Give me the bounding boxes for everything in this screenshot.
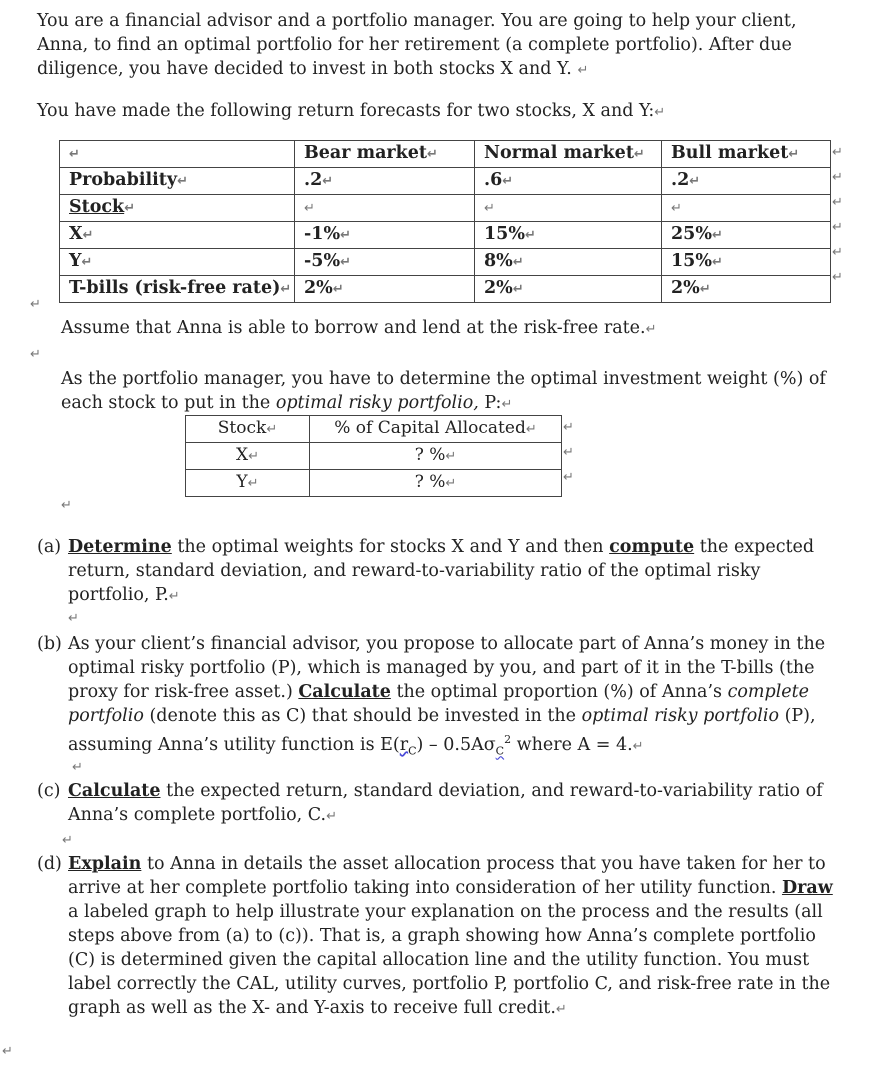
question-label: (b) [37, 634, 62, 654]
manager-end-text: P: [484, 393, 502, 413]
question-a [37, 535, 837, 609]
table-cell [475, 195, 662, 222]
question-body: Explain to Anna in details the asset allocation process that you have taken for her to arrive at her complete portfolio taking into consideration of her utility function. Draw a labeled graph to help illustrate your explanation on the process and the results (all steps above from (a) to (c)). That is, a graph showing how Anna’s complete portfolio (C) is determined given the capital allocation line and the utility function. You must label correctly the CAL, utility curves, portfolio P, portfolio C, and risk-free rate in the graph as well as the X- and Y-axis to receive full credit.↵ [68, 854, 833, 1018]
table-header-cell: Bear market↵ [295, 141, 475, 168]
intro-paragraph [37, 9, 827, 83]
table-cell: Y↵ [186, 470, 310, 497]
return-mark-icon: ↵ [326, 809, 337, 824]
intro-text: You are a financial advisor and a portfolio manager. You are going to help your client, Anna, to find an optimal portfolio for her retirement (a complete portfolio). After due diligence, you have decided to invest in both stocks X and Y. [37, 11, 797, 79]
return-mark-icon: ↵ [832, 220, 843, 235]
return-mark-icon: ↵ [525, 422, 537, 437]
return-mark-icon: ↵ [124, 201, 136, 216]
return-mark-icon: ↵ [832, 245, 843, 260]
return-mark-icon: ↵ [832, 170, 843, 185]
question-body: As your client’s financial advisor, you propose to allocate part of Anna’s money in the optimal risky portfolio (P), which is managed by you, and part of it in the T-bills (the proxy for risk-free asset.) Calculate the optimal proportion (%) of Anna’s complete portfolio (denote this as C) that should be invested in the optimal risky portfolio (P), assuming Anna’s utility function is $E(r_C) - 0.5A\sigma_C^2$ where A = 4.↵ [68, 634, 826, 758]
return-mark-icon: ↵ [266, 422, 278, 437]
verb-explain: Explain [68, 854, 142, 874]
return-mark-icon: ↵ [711, 228, 723, 243]
return-mark-icon: ↵ [524, 228, 536, 243]
verb-draw: Draw [781, 878, 833, 898]
table-row [60, 249, 831, 276]
sigma-subscript: C [495, 744, 505, 758]
table-header-row [60, 141, 831, 168]
question-label: (c) [37, 781, 61, 801]
verb-determine: Determine [68, 537, 172, 557]
table-cell: 15%↵ [662, 249, 831, 276]
assume-paragraph [61, 316, 657, 342]
return-mark-icon: ↵ [577, 63, 589, 78]
return-mark-icon: ↵ [2, 1044, 13, 1059]
table-row [186, 470, 562, 497]
return-mark-icon: ↵ [563, 470, 574, 485]
table-header-cell: Normal market↵ [475, 141, 662, 168]
table-cell: 8%↵ [475, 249, 662, 276]
question-b [37, 632, 837, 763]
return-mark-icon: ↵ [689, 174, 701, 189]
return-mark-icon: ↵ [177, 174, 188, 189]
question-label: (d) [37, 854, 62, 874]
return-mark-icon: ↵ [248, 449, 259, 464]
table-row [60, 276, 831, 303]
return-mark-icon: ↵ [445, 449, 457, 464]
table-cell [295, 195, 475, 222]
return-mark-icon: ↵ [61, 498, 72, 513]
table-cell: 25%↵ [662, 222, 831, 249]
return-mark-icon: ↵ [654, 105, 666, 120]
return-mark-icon: ↵ [69, 147, 80, 162]
table-cell: ? %↵ [310, 470, 562, 497]
return-mark-icon: ↵ [555, 1002, 567, 1017]
return-mark-icon: ↵ [711, 255, 723, 270]
return-mark-icon: ↵ [699, 282, 711, 297]
manager-text: As the portfolio manager, you have to determine the optimal investment weight (%) of each stock to put in the [61, 369, 826, 413]
return-mark-icon: ↵ [332, 282, 344, 297]
return-mark-icon: ↵ [563, 420, 574, 435]
manager-paragraph [61, 367, 841, 417]
return-mark-icon: ↵ [340, 228, 351, 243]
table-cell: 2%↵ [475, 276, 662, 303]
return-mark-icon: ↵ [30, 347, 41, 362]
return-mark-icon: ↵ [645, 322, 657, 337]
verb-calculate: Calculate [68, 781, 161, 801]
return-mark-icon: ↵ [30, 297, 41, 312]
return-mark-icon: ↵ [72, 760, 83, 775]
table-header-cell: Bull market↵ [662, 141, 831, 168]
table-cell [60, 141, 295, 168]
table-cell: 15%↵ [475, 222, 662, 249]
return-mark-icon: ↵ [247, 476, 259, 491]
return-mark-icon: ↵ [633, 147, 645, 162]
table-cell: Stock↵ [60, 195, 295, 222]
return-mark-icon: ↵ [427, 147, 438, 162]
question-label: (a) [37, 537, 62, 557]
table-cell: 2%↵ [295, 276, 475, 303]
table-cell [662, 195, 831, 222]
table-row [60, 222, 831, 249]
return-mark-icon: ↵ [563, 445, 574, 460]
utility-return-term: $r_C$ [399, 734, 417, 758]
return-mark-icon: ↵ [671, 201, 682, 216]
table-cell: ? %↵ [310, 443, 562, 470]
return-mark-icon: ↵ [502, 174, 514, 189]
question-d [37, 852, 837, 1022]
table-header-cell: Stock↵ [186, 416, 310, 443]
table-row [60, 168, 831, 195]
table-row [186, 443, 562, 470]
forecast-table [59, 140, 831, 303]
return-mark-icon: ↵ [280, 282, 292, 297]
table-cell: X↵ [60, 222, 295, 249]
forecast-intro [37, 99, 827, 125]
return-mark-icon: ↵ [632, 738, 644, 754]
question-body: Determine the optimal weights for stocks X and Y and then compute the expected return, standard deviation, and reward-to-variability ratio of the optimal risky portfolio, P.↵ [68, 537, 815, 605]
allocation-table [185, 415, 562, 497]
return-mark-icon: ↵ [62, 833, 73, 848]
return-mark-icon: ↵ [512, 282, 524, 297]
return-mark-icon: ↵ [322, 174, 334, 189]
table-cell: .2↵ [295, 168, 475, 195]
return-mark-icon: ↵ [445, 476, 457, 491]
return-mark-icon: ↵ [788, 147, 800, 162]
question-c [37, 779, 837, 829]
return-mark-icon: ↵ [832, 195, 843, 210]
return-mark-icon: ↵ [832, 145, 843, 160]
return-mark-icon: ↵ [81, 255, 93, 270]
table-cell: .6↵ [475, 168, 662, 195]
return-mark-icon: ↵ [512, 255, 524, 270]
table-cell: .2↵ [662, 168, 831, 195]
return-mark-icon: ↵ [304, 201, 315, 216]
sigma-superscript: 2 [504, 733, 512, 746]
table-row [60, 195, 831, 222]
assume-text: Assume that Anna is able to borrow and lend at the risk-free rate. [61, 318, 646, 338]
return-mark-icon: ↵ [82, 228, 94, 243]
verb-compute: compute [609, 537, 695, 557]
table-header-cell: % of Capital Allocated↵ [310, 416, 562, 443]
table-cell: -5%↵ [295, 249, 475, 276]
return-mark-icon: ↵ [168, 589, 180, 604]
return-mark-icon: ↵ [68, 611, 79, 626]
return-mark-icon: ↵ [340, 255, 351, 270]
return-mark-icon: ↵ [484, 201, 495, 216]
table-cell: X↵ [186, 443, 310, 470]
return-mark-icon: ↵ [501, 397, 513, 412]
table-cell: T-bills (risk-free rate)↵ [60, 276, 295, 303]
table-header-row [186, 416, 562, 443]
forecast-intro-text: You have made the following return forecasts for two stocks, X and Y: [37, 101, 655, 121]
table-cell: Y↵ [60, 249, 295, 276]
return-mark-icon: ↵ [832, 270, 843, 285]
verb-calculate: Calculate [298, 682, 391, 702]
table-cell: 2%↵ [662, 276, 831, 303]
question-body: Calculate the expected return, standard deviation, and reward-to-variability ratio of Anna’s complete portfolio, C.↵ [68, 781, 823, 825]
manager-italic-text: optimal risky portfolio, [275, 393, 479, 413]
table-cell: Probability↵ [60, 168, 295, 195]
table-cell: -1%↵ [295, 222, 475, 249]
